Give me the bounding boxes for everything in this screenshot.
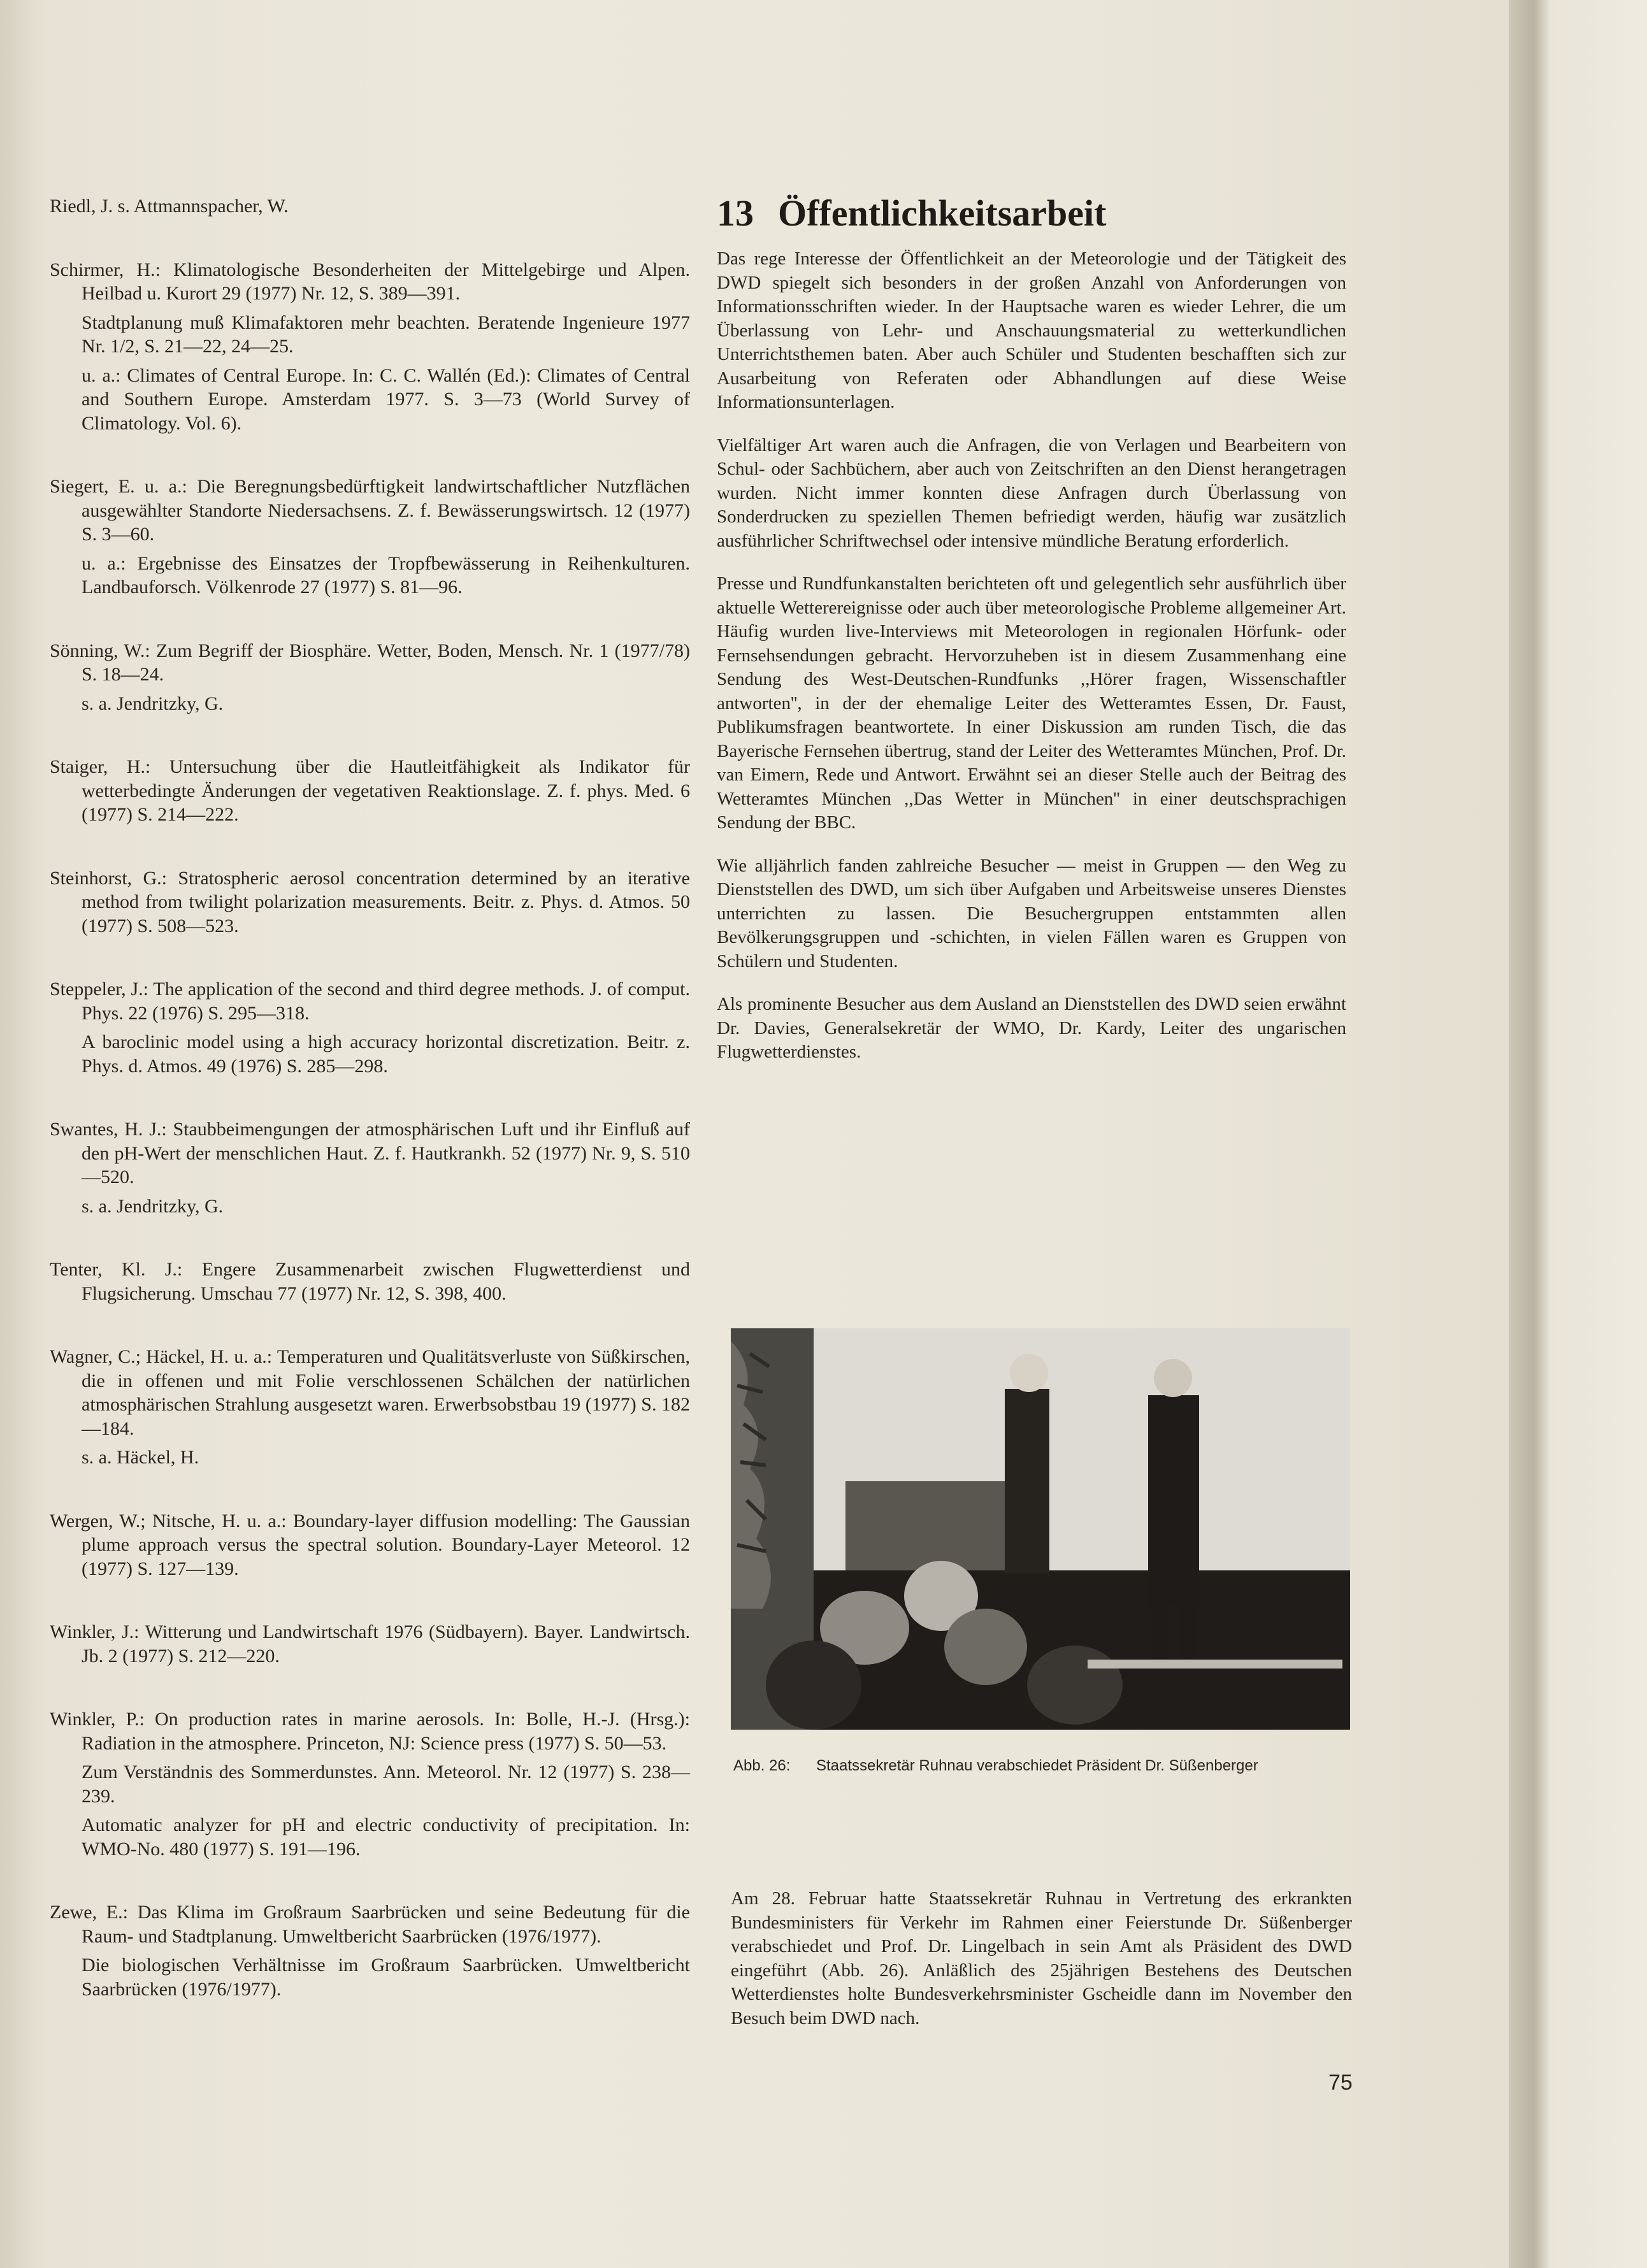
reference-entry (50, 639, 690, 716)
reference-subentry: A baroclinic model using a high accuracy horizontal discretization. Beitr. z. Phys. d. Atmos. 49 (1976) S. 285—298. (82, 1031, 690, 1077)
reference-subentry: Zum Verständnis des Sommerdunstes. Ann. Meteorol. Nr. 12 (1977) S. 238—239. (82, 1762, 690, 1807)
figure-caption (733, 1756, 1332, 1776)
reference-entry (50, 866, 690, 938)
ceremony-photo (731, 1328, 1350, 1730)
reference-entry (50, 1707, 690, 1861)
page-edge-background (1509, 0, 1647, 2268)
reference-text: Riedl, J. s. Attmannspacher, W. (50, 196, 289, 217)
reference-text: Winkler, J.: Witterung und Landwirtschaft 1976 (Südbayern). Bayer. Landwirtsch. Jb. 2 (1977) S. 212—220. (50, 1621, 690, 1667)
reference-subentry: Die biologischen Verhältnisse im Großraum Saarbrücken. Umweltbericht Saarbrücken (1976/1977). (82, 1955, 690, 2000)
paragraph: Wie alljährlich fanden zahlreiche Besucher — meist in Gruppen — den Weg zu Dienststellen des DWD, um sich über Aufgaben und Arbeitsweise unseres Dienstes unterrichten zu lassen. Die Besuchergruppen entstammten allen Bevölkerungsgruppen und -schichten, in vielen Fällen waren es Gruppen von Schülern und Studenten. (717, 855, 1346, 972)
section-title: Öffentlichkeitsarbeit (778, 192, 1107, 234)
figure-label: Abb. 26: (733, 1757, 791, 1774)
reference-subentry: s. a. Häckel, H. (82, 1447, 199, 1468)
section-number: 13 (717, 192, 754, 234)
page-number: 75 (1328, 2071, 1353, 2095)
reference-entry (50, 475, 690, 599)
reference-subentry: Automatic analyzer for pH and electric conductivity of precipitation. In: WMO-No. 480 (1977) S. 191—196. (82, 1814, 690, 1860)
public-relations-section (717, 191, 1346, 1084)
reference-text: Wagner, C.; Häckel, H. u. a.: Temperaturen und Qualitätsverluste von Süßkirschen, die in offenen und mit Folie verschlossenen Schälchen der natürlichen atmosphärischen Strahlung ausgesetzt waren. Erwerbsobstbau 19 (1977) S. 182—184. (50, 1346, 690, 1439)
reference-entry (50, 1900, 690, 2001)
reference-text: Steppeler, J.: The application of the second and third degree methods. J. of comput. Phys. 22 (1976) S. 295—318. (50, 979, 690, 1024)
paragraph: Vielfältiger Art waren auch die Anfragen, die von Verlagen und Bearbeitern von Schul- oder Sachbüchern, aber auch von Zeitschriften an den Dienst herangetragen wurden. Nicht immer konnten diese Anfragen durch Überlassung von Sonderdrucken zu speziellen Themen befriedigt werden, häufig war zusätzlich ausführlicher Schriftwechsel oder intensive mündliche Beratung erforderlich. (717, 434, 1346, 551)
reference-text: Swantes, H. J.: Staubbeimengungen der atmosphärischen Luft und ihr Einfluß auf den pH-Wert der menschlichen Haut. Z. f. Hautkrankh. 52 (1977) Nr. 9, S. 510—520. (50, 1119, 690, 1188)
reference-entry (50, 1117, 690, 1218)
reference-text: Winkler, P.: On production rates in marine aerosols. In: Bolle, H.-J. (Hrsg.): Radiation in the atmosphere. Princeton, NJ: Science press (1977) S. 50—53. (50, 1709, 690, 1754)
reference-subentry: s. a. Jendritzky, G. (82, 693, 224, 714)
reference-text: Steinhorst, G.: Stratospheric aerosol concentration determined by an iterative method from twilight polarization measurements. Beitr. z. Phys. d. Atmos. 50 (1977) S. 508—523. (50, 867, 690, 937)
ceremony-photo-illustration (731, 1328, 1350, 1730)
reference-subentry: u. a.: Ergebnisse des Einsatzes der Tropfbewässerung in Reihenkulturen. Landbauforsch. Völkenrode 27 (1977) S. 81—96. (82, 552, 690, 598)
reference-text: Tenter, Kl. J.: Engere Zusammenarbeit zwischen Flugwetterdienst und Flugsicherung. Umschau 77 (1977) Nr. 12, S. 398, 400. (50, 1259, 690, 1304)
reference-text: Schirmer, H.: Klimatologische Besonderheiten der Mittelgebirge und Alpen. Heilbad u. Kurort 29 (1977) Nr. 12, S. 389—391. (50, 259, 690, 304)
reference-text: Siegert, E. u. a.: Die Beregnungsbedürftigkeit landwirtschaftlicher Nutzflächen ausgewählter Standorte Niedersachsens. Z. f. Bewässerungswirtsch. 12 (1977) S. 3—60. (50, 476, 690, 545)
closing-paragraph: Am 28. Februar hatte Staatssekretär Ruhnau in Vertretung des erkrankten Bundesministers für Verkehr im Rahmen einer Feierstunde Dr. Süßenberger verabschiedet und Prof. Dr. Lingelbach in sein Amt als Präsident des DWD eingeführt (Abb. 26). Anläßlich des 25jährigen Bestehens des Deutschen Wetterdienstes holte Bundesverkehrsminister Gscheidle dann im November den Besuch beim DWD nach. (731, 1888, 1352, 2028)
reference-subentry: s. a. Jendritzky, G. (82, 1195, 224, 1217)
reference-entry (50, 194, 690, 219)
reference-text: Wergen, W.; Nitsche, H. u. a.: Boundary-layer diffusion modelling: The Gaussian plume approach versus the spectral solution. Boundary-Layer Meteorol. 12 (1977) S. 127—139. (50, 1510, 690, 1579)
paragraph: Presse und Rundfunkanstalten berichteten oft und gelegentlich sehr ausführlich über aktuelle Wetterereignisse oder auch über meteorologische Probleme allgemeiner Art. Häufig wurden live-Interviews mit Meteorologen in regionalen Hörfunk- oder Fernsehsendungen gebracht. Hervorzuheben ist in diesem Zusammenhang eine Sendung des West-Deutschen-Rundfunks ,,Hörer fragen, Wissenschaftler antworten'', in der der ehemalige Leiter des Wetteramtes Essen, Dr. Faust, Publikumsfragen beantwortete. In einer Diskussion am runden Tisch, die das Bayerische Fernsehen übertrug, stand der Leiter des Wetteramtes München, Prof. Dr. van Eimern, Rede und Antwort. Erwähnt sei an dieser Stelle auch der Beitrag des Wetteramtes München ,,Das Wetter in München'' in einer deutschsprachigen Sendung der BBC. (717, 573, 1346, 833)
reference-subentry: Stadtplanung muß Klimafaktoren mehr beachten. Beratende Ingenieure 1977 Nr. 1/2, S. 21—22, 24—25. (82, 312, 690, 357)
reference-list (50, 194, 690, 2041)
reference-text: Zewe, E.: Das Klima im Großraum Saarbrücken und seine Bedeutung für die Raum- und Stadtplanung. Umweltbericht Saarbrücken (1976/1977). (50, 1902, 690, 1947)
reference-text: Staiger, H.: Untersuchung über die Hautleitfähigkeit als Indikator für wetterbedingte Änderungen der vegetativen Reaktionslage. Z. f. phys. Med. 6 (1977) S. 214—222. (50, 756, 690, 825)
reference-entry (50, 1509, 690, 1581)
reference-entry (50, 1620, 690, 1668)
reference-subentry: u. a.: Climates of Central Europe. In: C. C. Wallén (Ed.): Climates of Central and Southern Europe. Amsterdam 1977. S. 3—73 (World Survey of Climatology. Vol. 6). (82, 364, 690, 434)
reference-entry (50, 1345, 690, 1470)
paragraph: Als prominente Besucher aus dem Ausland an Dienststellen des DWD seien erwähnt Dr. Davies, Generalsekretär der WMO, Dr. Kardy, Leiter des ungarischen Flugwetterdienstes. (717, 994, 1346, 1062)
figure-caption-text: Staatssekretär Ruhnau verabschiedet Präsident Dr. Süßenberger (816, 1757, 1258, 1774)
paragraph: Das rege Interesse der Öffentlichkeit an der Meteorologie und der Tätigkeit des DWD spiegelt sich besonders in der großen Anzahl von Anforderungen von Informationsschriften wieder. In der Hauptsache waren es wieder Lehrer, die um Überlassung von Lehr- und Anschauungsmaterial zu wetterkundlichen Unterrichtsthemen baten. Aber auch Schüler und Studenten beschafften sich zur Ausarbeitung von Referaten oder Abhandlungen auf diese Weise Informationsunterlagen. (717, 248, 1346, 412)
reference-entry (50, 977, 690, 1078)
section-heading (717, 191, 1346, 236)
reference-text: Sönning, W.: Zum Begriff der Biosphäre. Wetter, Boden, Mensch. Nr. 1 (1977/78) S. 18—24. (50, 640, 690, 685)
reference-entry (50, 755, 690, 827)
reference-entry (50, 1258, 690, 1305)
reference-entry (50, 258, 690, 436)
